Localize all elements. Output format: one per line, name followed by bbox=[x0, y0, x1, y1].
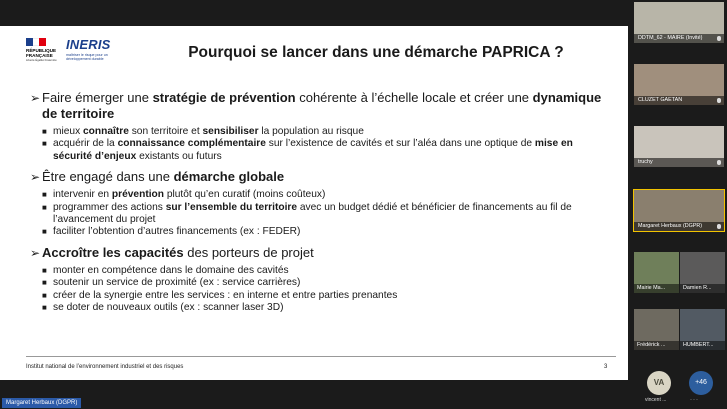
bullet-item: ■ soutenir un service de proximité (ex : service carrières) bbox=[42, 277, 301, 289]
square-bullet-icon: ■ bbox=[42, 303, 47, 313]
french-flag-icon bbox=[26, 38, 46, 46]
square-bullet-icon: ■ bbox=[42, 278, 47, 288]
square-bullet-icon: ■ bbox=[42, 202, 47, 212]
participant-name: CLUZET GAETAN bbox=[634, 96, 724, 105]
participant-tile[interactable] bbox=[634, 2, 724, 43]
participant-tile-active-speaker[interactable] bbox=[634, 190, 724, 231]
more-participants-button[interactable]: +46 bbox=[689, 371, 713, 395]
participant-name: Damien R... bbox=[680, 284, 725, 293]
slide-title: Pourquoi se lancer dans une démarche PAPRICA ? bbox=[188, 44, 564, 61]
slide-page-number: 3 bbox=[604, 364, 608, 370]
slide-footer: Institut national de l’environnement industriel et des risques bbox=[26, 364, 184, 370]
participant-name: vincent ... bbox=[645, 397, 667, 403]
square-bullet-icon: ■ bbox=[42, 227, 47, 237]
more-options-icon[interactable]: ··· bbox=[690, 397, 699, 403]
rf-text: RÉPUBLIQUE FRANÇAISE bbox=[26, 48, 57, 58]
rf-motto: Liberté Égalité Fraternité bbox=[26, 58, 57, 62]
bullet-item: ■ intervenir en prévention plutôt qu’en curatif (moins coûteux) bbox=[42, 189, 326, 201]
participant-name: DDTM_62 - MAIRE (Invité) bbox=[634, 34, 724, 43]
bullet-item: ■ créer de la synergie entre les services : en interne et entre parties prenantes bbox=[42, 289, 398, 301]
microphone-icon bbox=[717, 160, 721, 165]
participant-avatar[interactable]: VA bbox=[647, 371, 671, 395]
slide-content bbox=[30, 90, 612, 314]
participant-name: HUMBERT... bbox=[680, 341, 725, 350]
ineris-wordmark: INERIS bbox=[66, 37, 111, 52]
bullet-item: ■ programmer des actions sur l’ensemble du territoire avec un budget dédié et bénéficier de financements au fil de l’avancement du projet bbox=[42, 201, 572, 226]
square-bullet-icon: ■ bbox=[42, 190, 47, 200]
participant-tile-small[interactable] bbox=[634, 309, 679, 350]
square-bullet-icon: ■ bbox=[42, 290, 47, 300]
participant-tile[interactable] bbox=[634, 64, 724, 105]
bullet-item: ■ faciliter l’obtention d’autres financements (ex : FEDER) bbox=[42, 226, 301, 238]
arrow-bullet-icon: ➢ bbox=[30, 91, 41, 105]
participant-tile[interactable] bbox=[634, 126, 724, 167]
bullet-item: ■ se doter de nouveaux outils (ex : scanner laser 3D) bbox=[42, 302, 284, 314]
participant-tile-small[interactable] bbox=[634, 252, 679, 293]
ineris-logo bbox=[66, 38, 124, 70]
bullet-item: ■ mieux connaître son territoire et sensibiliser la population au risque bbox=[42, 126, 364, 137]
microphone-icon bbox=[717, 224, 721, 229]
section-heading: ➢ Être engagé dans une démarche globale bbox=[30, 169, 285, 185]
presenter-name-label: Margaret Herbaux (DGPR) bbox=[2, 398, 81, 408]
arrow-bullet-icon: ➢ bbox=[30, 170, 41, 185]
bullet-item: ■ acquérir de la connaissance complémentaire sur l’existence de cavités et sur l’aléa dans une optique de mise en sécurité d’enjeux existants ou futurs bbox=[42, 138, 573, 162]
participant-name: truchy bbox=[634, 158, 724, 167]
republique-francaise-logo bbox=[26, 38, 62, 76]
square-bullet-icon: ■ bbox=[42, 139, 47, 149]
shared-slide bbox=[0, 26, 628, 380]
participant-tile-small[interactable] bbox=[680, 252, 725, 293]
participant-tile-small[interactable] bbox=[680, 309, 725, 350]
footer-divider bbox=[26, 356, 616, 357]
participant-name: Frédérick ... bbox=[634, 341, 679, 350]
microphone-icon bbox=[717, 98, 721, 103]
section-heading: ➢ Faire émerger une stratégie de prévention cohérente à l’échelle locale et créer une dynamique de territoire bbox=[30, 90, 602, 121]
arrow-bullet-icon: ➢ bbox=[30, 245, 41, 260]
square-bullet-icon: ■ bbox=[42, 127, 47, 136]
participant-name: Mairie Ma... bbox=[634, 284, 679, 293]
bullet-item: ■ monter en compétence dans le domaine des cavités bbox=[42, 264, 289, 276]
ineris-tagline: maîtriser le risque pour un développement durable bbox=[66, 53, 108, 61]
square-bullet-icon: ■ bbox=[42, 265, 47, 275]
participant-name: Margaret Herbaux (DGPR) bbox=[634, 222, 724, 231]
microphone-icon bbox=[717, 36, 721, 41]
section-heading: ➢ Accroître les capacités des porteurs de projet bbox=[30, 244, 314, 260]
